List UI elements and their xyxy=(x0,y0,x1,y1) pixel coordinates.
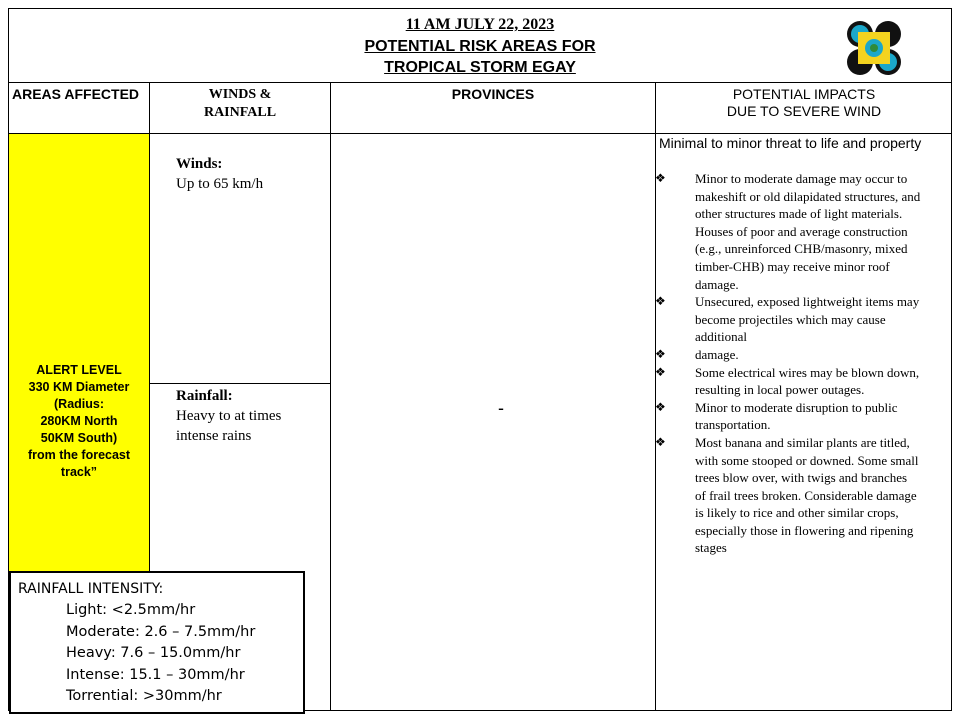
rainfall-intensity-box xyxy=(9,571,305,714)
column-winds-line2: RAINFALL xyxy=(203,105,277,120)
column-winds-line1: WINDS & xyxy=(208,87,272,102)
column-winds-rainfall xyxy=(150,86,330,122)
alert-level-text xyxy=(9,362,149,481)
intensity-item-intense: Intense: 15.1 – 30mm/hr xyxy=(66,666,245,683)
impact-item xyxy=(655,170,951,293)
alert-line: ALERT LEVEL xyxy=(36,363,122,377)
bulletin-title-line2: TROPICAL STORM EGAY xyxy=(384,59,576,76)
impact-line: Some electrical wires may be blown down, xyxy=(695,364,920,380)
impact-line: Minor to moderate disruption to public xyxy=(695,399,898,415)
impact-item xyxy=(655,434,951,557)
winds-label: Winds: xyxy=(176,156,223,172)
diamond-bullet-icon: ❖ xyxy=(655,434,666,449)
impact-line: makeshift or old dilapidated structures, and xyxy=(695,188,921,204)
column-impacts-line2: DUE TO SEVERE WIND xyxy=(726,103,882,119)
alert-line: 330 KM Diameter xyxy=(28,380,130,394)
impacts-list xyxy=(655,170,951,557)
diamond-bullet-icon: ❖ xyxy=(655,364,666,379)
impact-line: with some stooped or downed. Some small xyxy=(695,452,919,468)
impact-line: trees blow over, with twigs and branches xyxy=(695,470,908,486)
column-areas-affected: AREAS AFFECTED xyxy=(12,86,140,102)
column-provinces: PROVINCES xyxy=(451,86,535,102)
bulletin-date: 11 AM JULY 22, 2023 xyxy=(405,16,555,33)
header-row-divider xyxy=(8,133,952,134)
alert-line: 50KM South) xyxy=(40,431,118,445)
impact-line: additional xyxy=(695,329,747,345)
intensity-item-light: Light: <2.5mm/hr xyxy=(66,602,196,618)
impact-line: (e.g., unreinforced CHB/masonry, mixed xyxy=(695,241,908,257)
divider-col2 xyxy=(330,83,331,711)
diamond-bullet-icon: ❖ xyxy=(655,346,666,361)
alert-line: from the forecast xyxy=(27,448,131,462)
bulletin-title-line1: POTENTIAL RISK AREAS FOR xyxy=(364,38,596,55)
impact-line: especially those in flowering and ripening xyxy=(695,522,914,538)
impact-line: timber-CHB) may receive minor roof xyxy=(695,258,890,274)
bulletin-header xyxy=(8,8,952,83)
impact-line: resulting in local power outages. xyxy=(695,382,865,398)
impact-line: Unsecured, exposed lightweight items may xyxy=(695,294,920,310)
alert-line: 280KM North xyxy=(40,414,118,428)
intensity-item-heavy: Heavy: 7.6 – 15.0mm/hr xyxy=(66,645,241,661)
diamond-bullet-icon: ❖ xyxy=(655,399,666,414)
impact-item xyxy=(655,293,951,346)
impact-line: become projectiles which may cause xyxy=(695,311,886,327)
impact-line: Minor to moderate damage may occur to xyxy=(695,171,908,186)
impact-line: other structures made of light materials. xyxy=(695,206,903,222)
impact-line: Most banana and similar plants are titled, xyxy=(695,434,910,450)
divider-col1 xyxy=(149,83,150,571)
impact-item xyxy=(655,399,951,434)
impact-line: damage. xyxy=(695,276,739,292)
rainfall-value-line2: intense rains xyxy=(176,428,252,444)
rainfall-block xyxy=(176,386,281,446)
rainfall-intensity-list xyxy=(66,600,255,708)
impact-line: damage. xyxy=(695,346,739,362)
alert-level-cell xyxy=(9,134,149,574)
intensity-item-moderate: Moderate: 2.6 – 7.5mm/hr xyxy=(66,623,256,640)
impact-item xyxy=(655,364,951,399)
rainfall-label: Rainfall: xyxy=(176,388,233,404)
rainfall-value-line1: Heavy to at times xyxy=(176,408,282,424)
provinces-value: - xyxy=(498,398,504,418)
impacts-lead: Minimal to minor threat to life and property xyxy=(659,135,922,151)
alert-line: track” xyxy=(60,465,98,479)
impact-line: of frail trees broken. Considerable damage xyxy=(695,487,917,503)
column-impacts-line1: POTENTIAL IMPACTS xyxy=(732,86,876,102)
impact-line: transportation. xyxy=(695,417,771,433)
diamond-bullet-icon: ❖ xyxy=(655,171,666,185)
winds-rainfall-divider xyxy=(149,383,330,384)
column-potential-impacts xyxy=(656,86,952,120)
winds-block xyxy=(176,154,263,194)
impact-line: stages xyxy=(695,540,727,556)
winds-value: Up to 65 km/h xyxy=(176,176,264,192)
impact-item xyxy=(655,346,951,364)
intensity-item-torrential: Torrential: >30mm/hr xyxy=(66,688,222,704)
pagasa-logo-icon xyxy=(846,20,902,76)
impact-line: Houses of poor and average construction xyxy=(695,223,908,239)
rainfall-intensity-title: RAINFALL INTENSITY: xyxy=(18,581,164,597)
alert-line: (Radius: xyxy=(54,397,104,411)
impact-line: is likely to rice and other similar crops, xyxy=(695,505,899,521)
diamond-bullet-icon: ❖ xyxy=(655,294,666,309)
